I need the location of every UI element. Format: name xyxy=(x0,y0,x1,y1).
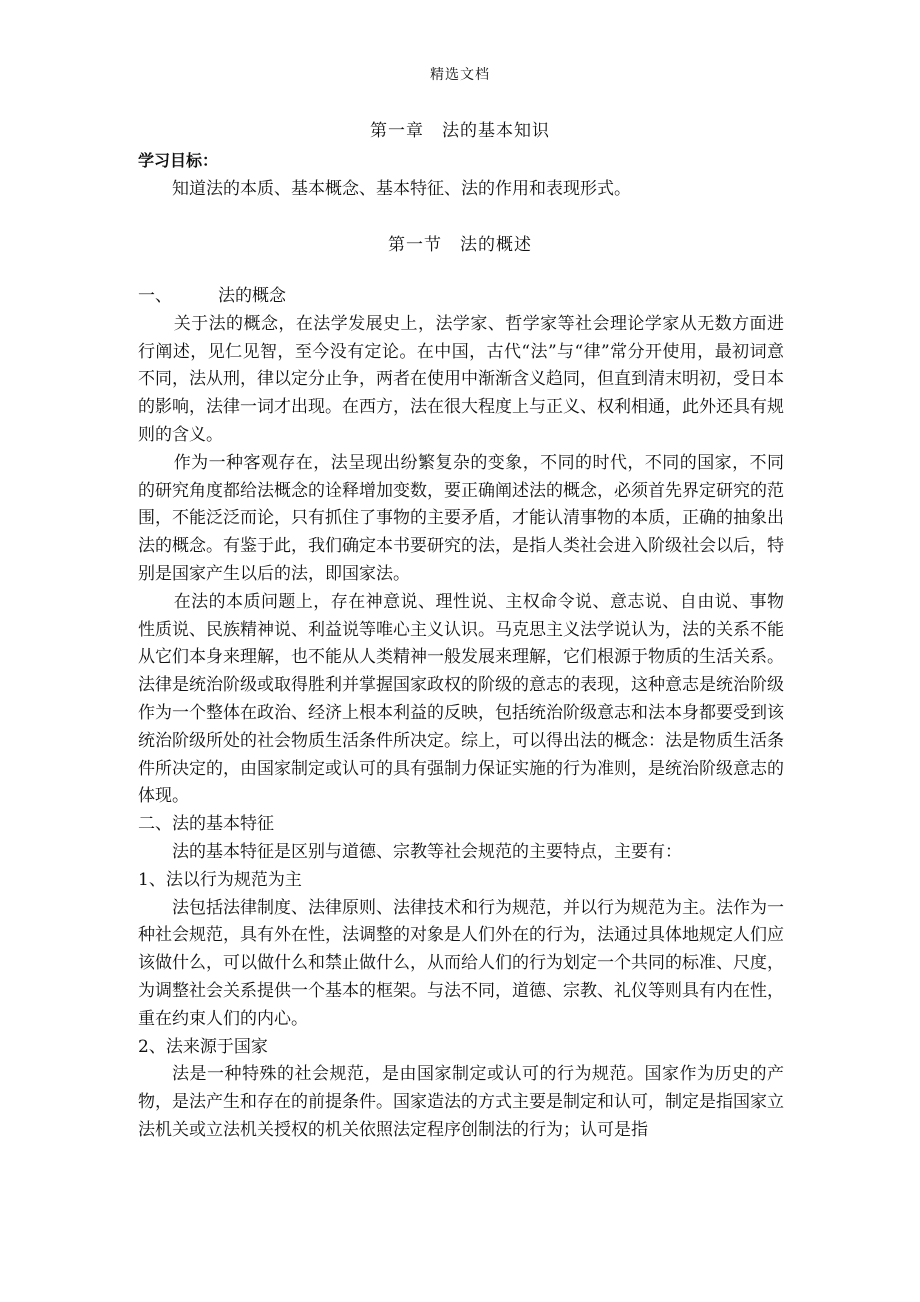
paragraph: 在法的本质问题上，存在神意说、理性说、主权命令说、意志说、自由说、事物性质说、民族精神说、利益说等唯心主义认识。马克思主义法学说认为，法的关系不能从它们本身来理解，也不能从人类精神一般发展来理解，它们根源于物质的生活关系。法律是统治阶级或取得胜利并掌握国家政权的阶级的意志的表现，这种意志是统治阶级作为一个整体在政治、经济上根本利益的反映，包括统治阶级意志和法本身都要受到该统治阶级所处的社会物质生活条件所决定。综上，可以得出法的概念：法是物质生活条件所决定的，由国家制定或认可的具有强制力保证实施的行为准则，是统治阶级意志的体现。 xyxy=(138,591,784,807)
chapter-title: 第一章 法的基本知识 xyxy=(370,121,550,141)
part1-heading xyxy=(138,283,784,311)
paragraph: 作为一种客观存在，法呈现出纷繁复杂的变象，不同的时代，不同的国家，不同的研究角度都给法概念的诠释增加变数，要正确阐述法的概念，必须首先界定研究的范围，不能泛泛而论，只有抓住了事物的主要矛盾，才能认清事物的本质，正确的抽象出法的概念。有鉴于此，我们确定本书要研究的法，是指人类社会进入阶级社会以后，特别是国家产生以后的法，即国家法。 xyxy=(138,452,784,584)
paragraph: 法包括法律制度、法律原则、法律技术和行为规范，并以行为规范为主。法作为一种社会规范，具有外在性，法调整的对象是人们外在的行为，法通过具体地规定人们应该做什么，可以做什么和禁止做什么，从而给人们的行为划定一个共同的标准、尺度，为调整社会关系提供一个基本的框架。与法不同，道德、宗教、礼仪等则具有内在性，重在约束人们的内心。 xyxy=(138,897,784,1029)
body-text xyxy=(138,283,784,1145)
feature-heading: 1、法以行为规范为主 xyxy=(138,869,302,890)
part1-heading-text: 法的概念 xyxy=(218,286,286,306)
paragraph: 关于法的概念，在法学发展史上，法学家、哲学家等社会理论学家从无数方面进行阐述，见仁见智，至今没有定论。在中国，古代“法”与“律”常分开使用，最初词意不同，法从刑，律以定分止争，两者在使用中渐渐含义趋同，但直到清末明初，受日本的影响，法律一词才出现。在西方，法在很大程度上与正义、权利相通，此外还具有规则的含义。 xyxy=(138,313,784,445)
part2-intro: 法的基本特征是区别与道德、宗教等社会规范的主要特点，主要有： xyxy=(172,841,682,862)
objectives-text: 知道法的本质、基本概念、基本特征、法的作用和表现形式。 xyxy=(172,179,631,199)
page-header: 精选文档 xyxy=(430,67,490,83)
feature-heading: 2、法来源于国家 xyxy=(138,1036,268,1057)
section-title: 第一节 法的概述 xyxy=(388,235,532,255)
paragraph: 法是一种特殊的社会规范，是由国家制定或认可的行为规范。国家作为历史的产物，是法产生和存在的前提条件。国家造法的方式主要是制定和认可，制定是指国家立法机关或立法机关授权的机关依照法定程序创制法的行为；认可是指 xyxy=(138,1064,784,1140)
part2-heading: 二、法的基本特征 xyxy=(138,814,274,835)
part1-number: 一、 xyxy=(138,286,172,306)
objectives-heading: 学习目标： xyxy=(138,151,219,170)
